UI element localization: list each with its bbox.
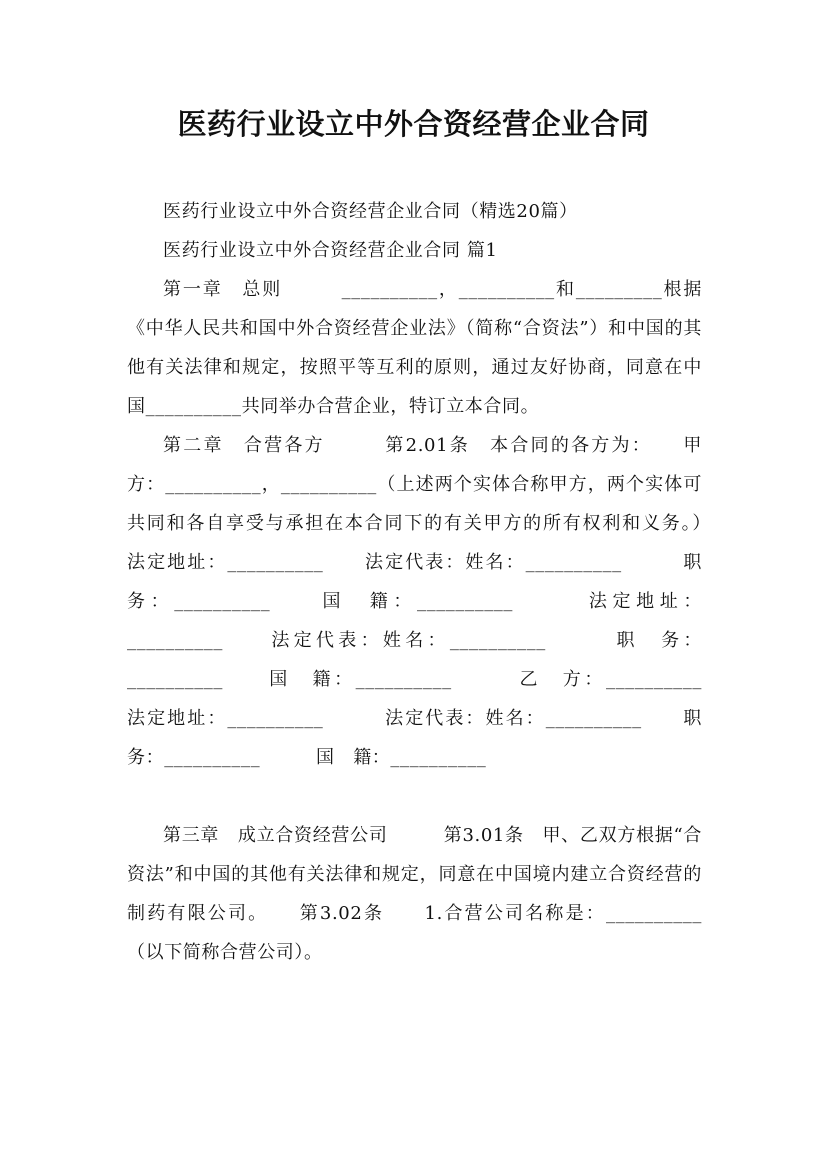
chapter-3-paragraph: 第三章 成立合资经营公司 第3.01条 甲、乙双方根据“合资法”和中国的其他有关法律和规定，同意在中国境内建立合资经营的制药有限公司。 第3.02条 1.合营公司名称是：__________（以下简称合营公司）。 xyxy=(127,825,702,963)
document-body xyxy=(127,192,758,972)
chapter-1-paragraph: 第一章 总则 __________，__________和_________根据《中华人民共和国中外合资经营企业法》（简称“合资法”）和中国的其他有关法律和规定，按照平等互利的原则，通过友好协商，同意在中国__________共同举办合营企业，特订立本合同。 xyxy=(127,279,702,417)
document-title: 医药行业设立中外合资经营企业合同 xyxy=(177,107,650,141)
chapter-2-paragraph: 第二章 合营各方 第2.01条 本合同的各方为： 甲 方：__________，__________（上述两个实体合称甲方，两个实体可共同和各自享受与承担在本合同下的有关甲方的所有权利和义务。） 法定地址：__________ 法定代表：姓名：__________ 职 务：__________ 国 籍：__________ 法定地址：__________ 法定代表：姓名：__________ 职 务：__________ 国 籍：__________ 乙 方：__________ 法定地址：__________ 法定代表：姓名：__________ 职 务：__________ 国 籍：__________ xyxy=(127,435,758,768)
blank-spacer xyxy=(127,777,702,816)
doc-subtitle: 医药行业设立中外合资经营企业合同（精选20篇） xyxy=(163,201,578,222)
doc-section-heading: 医药行业设立中外合资经营企业合同 篇1 xyxy=(163,240,498,261)
